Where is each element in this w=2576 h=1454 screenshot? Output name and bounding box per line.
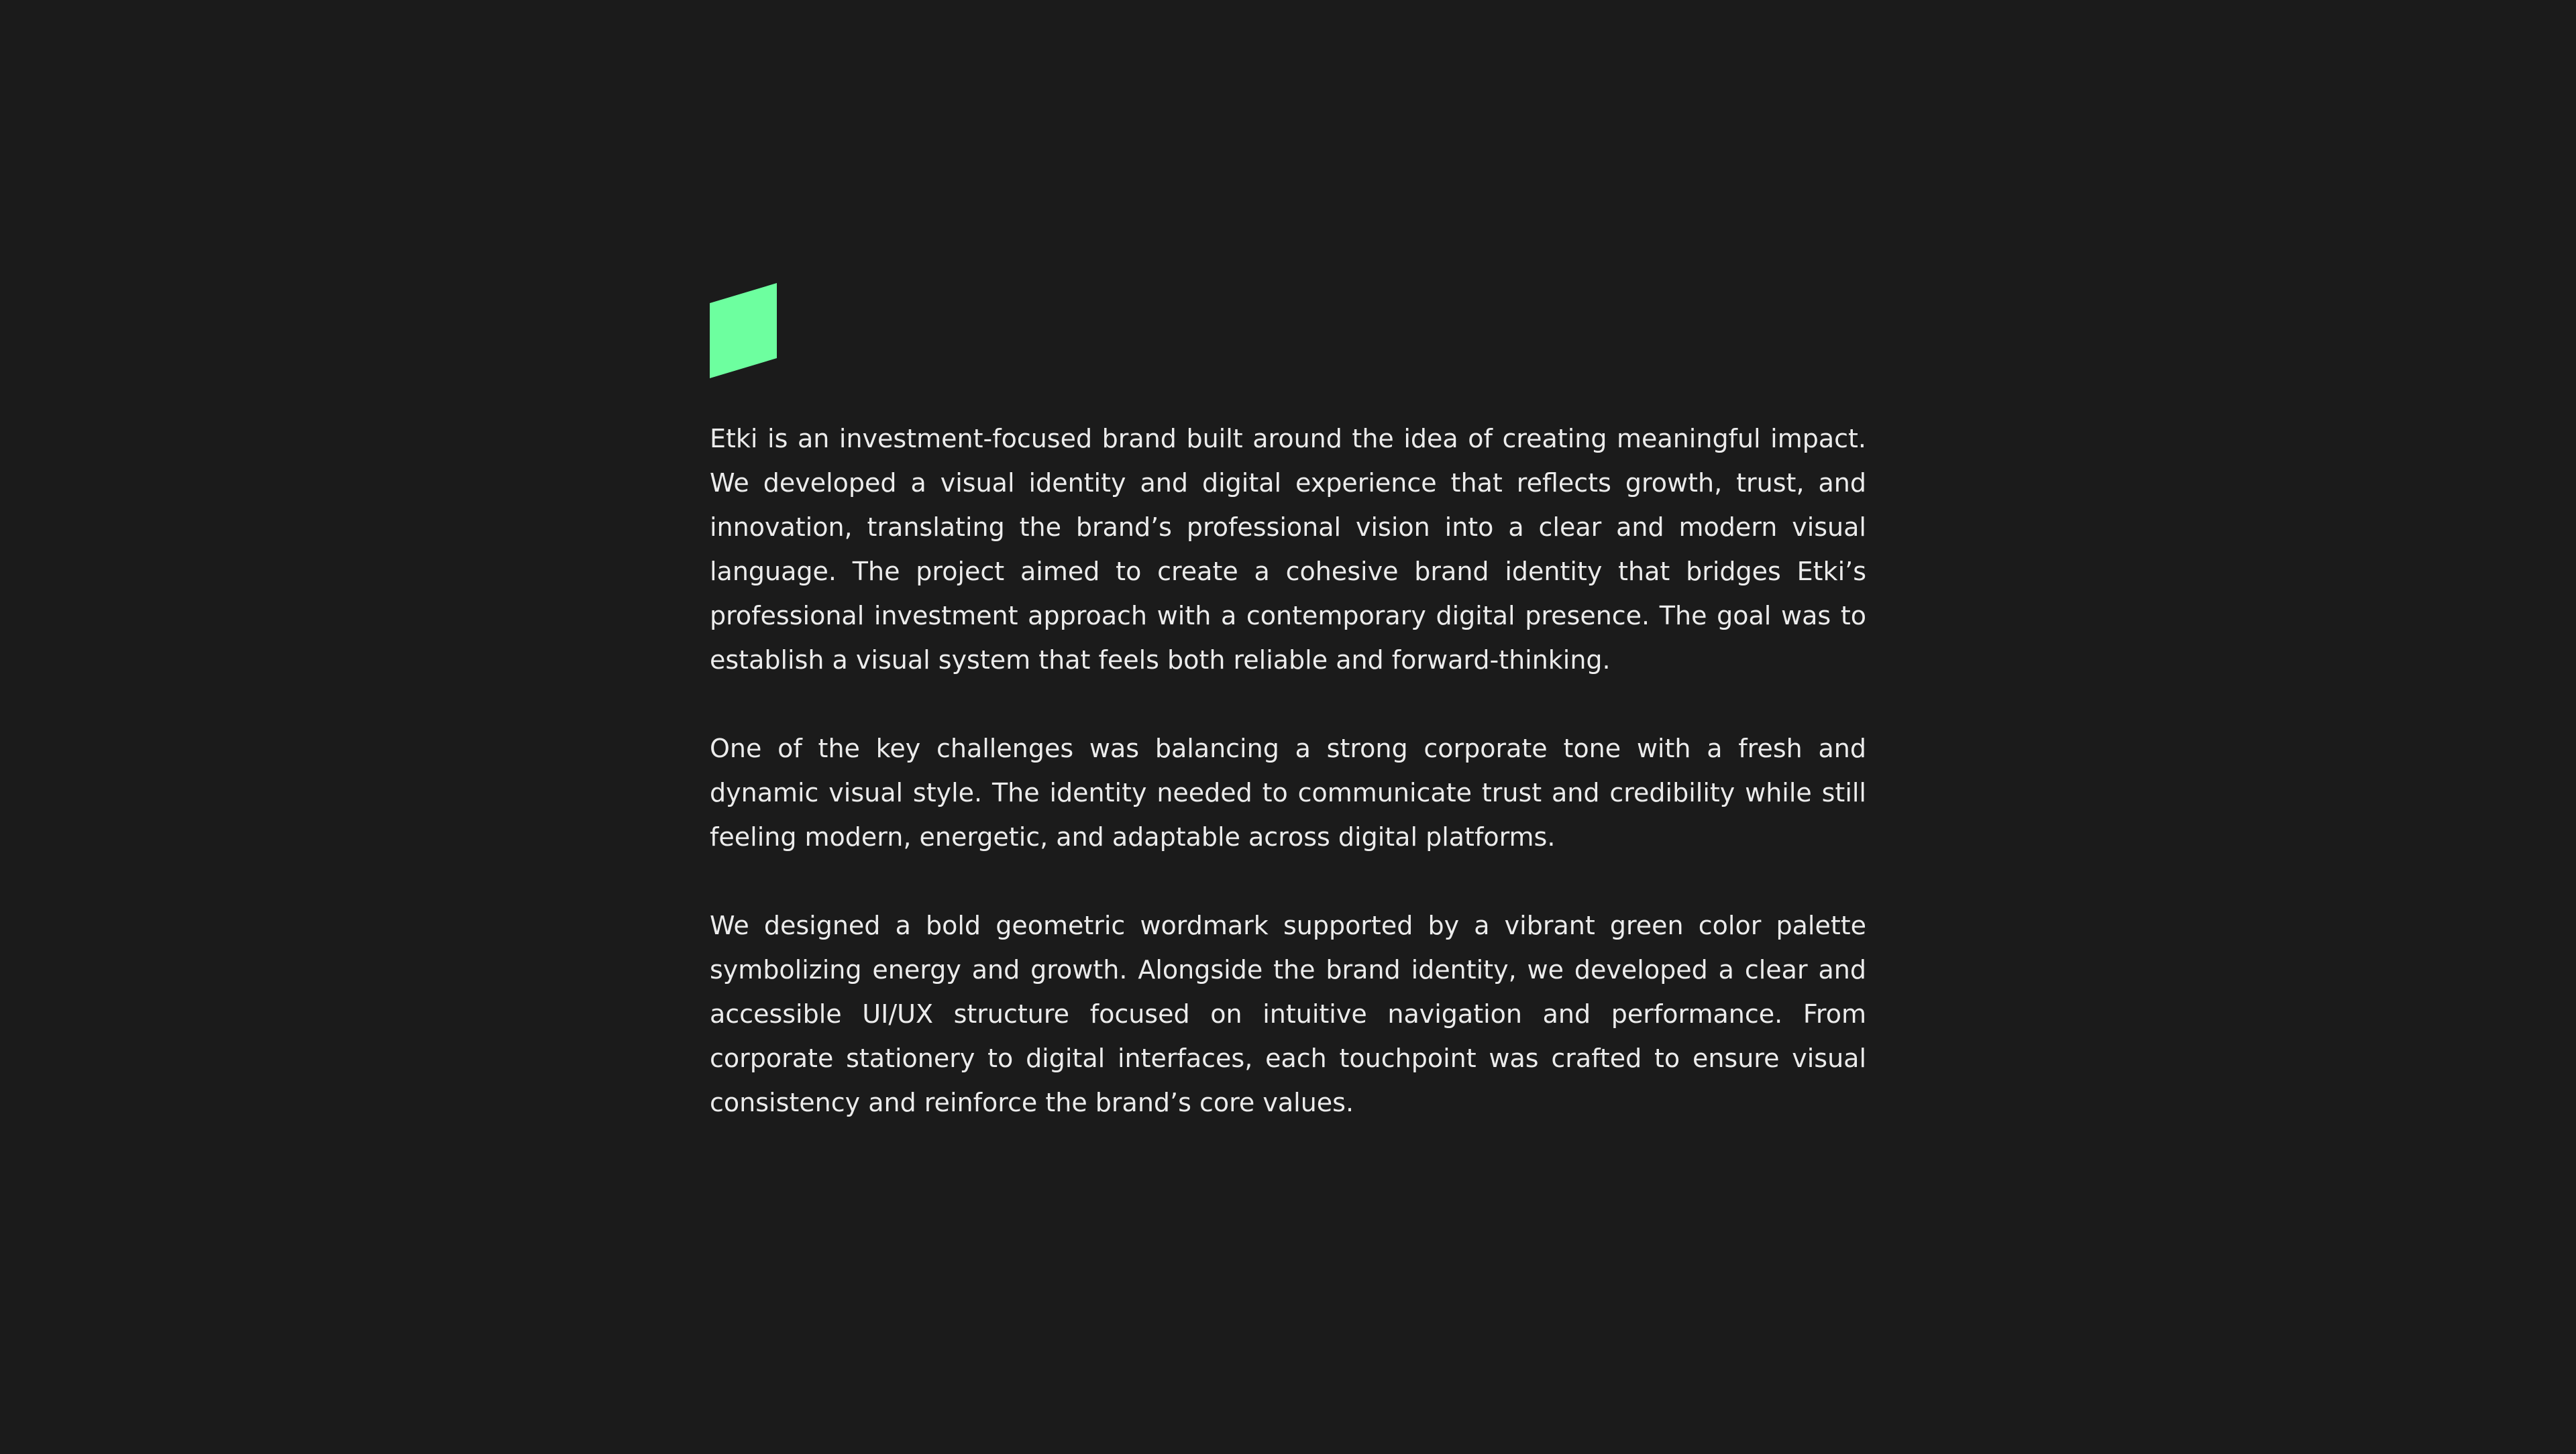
solution-paragraph: We designed a bold geometric wordmark supported by a vibrant green color palette symbolizing energy and growth. Alongside the brand identity, we developed a clear and accessible UI/UX structure focused on intuitive navigation and performance. From corporate stationery to digital interfaces, each touchpoint was crafted to ensure visual consistency and reinforce the brand’s core values. [710, 911, 1866, 1117]
intro-paragraph: Etki is an investment-focused brand built around the idea of creating meaningful impact. We developed a visual identity and digital experience that reflects growth, trust, and innovation, translating the brand’s professional vision into a clear and modern visual language. The project aimed to create a cohesive brand identity that bridges Etki’s professional investment approach with a contemporary digital presence. The goal was to establish a visual system that feels both reliable and forward-thinking. [710, 424, 1866, 675]
challenge-paragraph: One of the key challenges was balancing a strong corporate tone with a fresh and dynamic visual style. The identity needed to communicate trust and credibility while still feeling modern, energetic, and adaptable across digital platforms. [710, 734, 1866, 852]
project-description [710, 416, 1866, 1125]
etki-logo-mark-icon [710, 283, 777, 378]
